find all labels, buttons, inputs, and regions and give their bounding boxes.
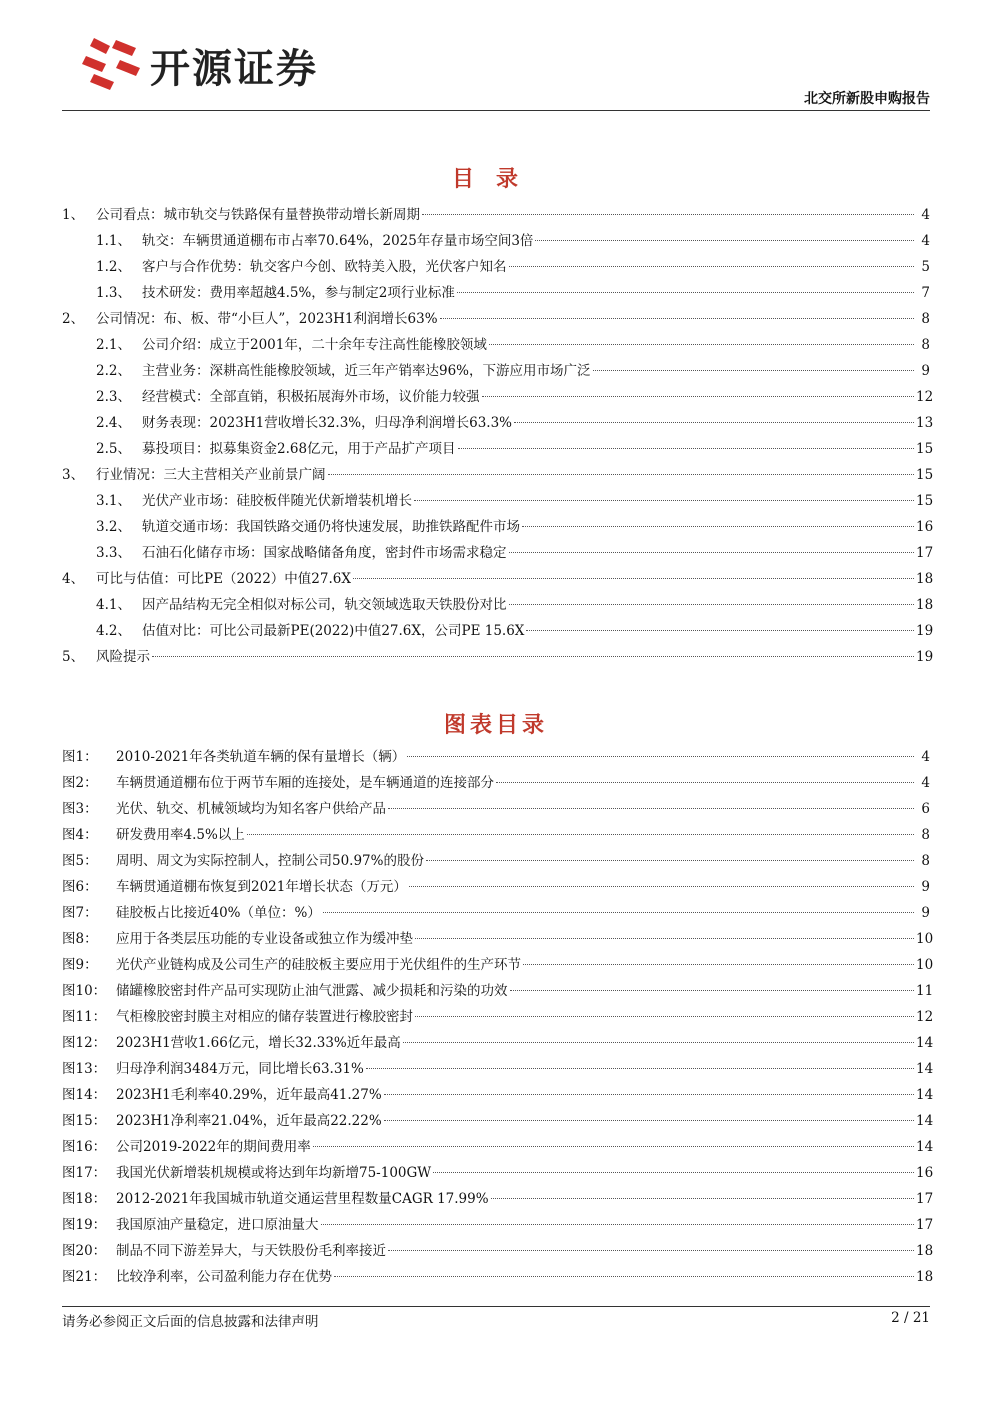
- figure-entry[interactable]: [62, 1108, 934, 1134]
- entry-page: 15: [916, 467, 934, 483]
- entry-page: 17: [916, 545, 934, 561]
- leader-dots: [526, 630, 914, 631]
- entry-page: 14: [916, 1035, 934, 1051]
- leader-dots: [403, 1042, 914, 1043]
- entry-text: 归母净利润3484万元，同比增长63.31%: [116, 1061, 364, 1077]
- entry-page: 14: [916, 1087, 934, 1103]
- entry-text: 我国原油产量稳定，进口原油量大: [116, 1217, 319, 1233]
- entry-page: 10: [916, 957, 934, 973]
- entry-number: 图11：: [62, 1009, 107, 1025]
- leader-dots: [510, 990, 915, 991]
- entry-page: 9: [921, 879, 930, 895]
- entry-text: 风险提示: [96, 649, 150, 665]
- leader-dots: [353, 578, 914, 579]
- entry-number: 2、: [62, 311, 85, 327]
- toc-entry[interactable]: [62, 488, 934, 514]
- leader-dots: [457, 292, 914, 293]
- entry-number: 图14：: [62, 1087, 107, 1103]
- entry-text: 比较净利率，公司盈利能力存在优势: [116, 1269, 332, 1285]
- entry-page: 4: [921, 207, 930, 223]
- toc-entry[interactable]: [62, 306, 930, 332]
- leader-dots: [433, 1172, 914, 1173]
- entry-page: 8: [921, 337, 930, 353]
- entry-text: 公司看点：城市轨交与铁路保有量替换带动增长新周期: [96, 207, 420, 223]
- entry-page: 4: [921, 749, 930, 765]
- entry-page: 18: [916, 571, 934, 587]
- entry-number: 1.3、: [96, 285, 131, 301]
- leader-dots: [328, 474, 915, 475]
- entry-number: 1.1、: [96, 233, 131, 249]
- figure-entry[interactable]: [62, 1238, 934, 1264]
- figure-entry[interactable]: [62, 1212, 934, 1238]
- toc-entry[interactable]: [62, 384, 934, 410]
- entry-text: 公司情况：布、板、带“小巨人”，2023H1利润增长63%: [96, 311, 438, 327]
- entry-page: 12: [916, 389, 934, 405]
- leader-dots: [489, 344, 914, 345]
- entry-page: 11: [916, 983, 934, 999]
- entry-number: 图19：: [62, 1217, 107, 1233]
- entry-page: 18: [916, 597, 934, 613]
- figure-entry[interactable]: [62, 1082, 934, 1108]
- list-of-figures: [62, 744, 934, 1290]
- footer-divider: [62, 1306, 930, 1307]
- entry-text: 车辆贯通道棚布恢复到2021年增长状态（万元）: [116, 879, 407, 895]
- page-header: [62, 22, 930, 108]
- leader-dots: [334, 1276, 914, 1277]
- leader-dots: [414, 500, 914, 501]
- leader-dots: [415, 1016, 914, 1017]
- company-logo: [80, 32, 390, 92]
- leader-dots: [514, 422, 914, 423]
- entry-number: 图8：: [62, 931, 98, 947]
- entry-number: 2.4、: [96, 415, 131, 431]
- entry-page: 19: [916, 649, 934, 665]
- entry-page: 8: [921, 311, 930, 327]
- entry-text: 公司介绍：成立于2001年，二十余年专注高性能橡胶领域: [142, 337, 487, 353]
- entry-text: 光伏、轨交、机械领域均为知名客户供给产品: [116, 801, 386, 817]
- page-number: 2 / 21: [891, 1310, 930, 1326]
- leader-dots: [440, 318, 914, 319]
- entry-number: 图4：: [62, 827, 98, 843]
- leader-dots: [247, 834, 914, 835]
- figure-entry[interactable]: [62, 848, 930, 874]
- figure-entry[interactable]: [62, 1004, 934, 1030]
- entry-text: 主营业务：深耕高性能橡胶领域，近三年产销率达96%，下游应用市场广泛: [142, 363, 591, 379]
- entry-page: 8: [921, 827, 930, 843]
- toc-entry[interactable]: [62, 410, 934, 436]
- leader-dots: [458, 448, 914, 449]
- entry-number: 3.2、: [96, 519, 131, 535]
- figure-entry[interactable]: [62, 900, 930, 926]
- entry-number: 图17：: [62, 1165, 107, 1181]
- entry-page: 14: [916, 1061, 934, 1077]
- logo-mark-icon: [80, 32, 144, 92]
- toc-entry[interactable]: [62, 254, 930, 280]
- toc-entry[interactable]: [62, 436, 934, 462]
- logo-text: 开源证券: [150, 46, 318, 92]
- entry-text: 光伏产业市场：硅胶板伴随光伏新增装机增长: [142, 493, 412, 509]
- entry-text: 2012-2021年我国城市轨道交通运营里程数量CAGR 17.99%: [116, 1191, 489, 1207]
- toc-entry[interactable]: [62, 280, 930, 306]
- entry-text: 行业情况：三大主营相关产业前景广阔: [96, 467, 326, 483]
- entry-text: 2023H1毛利率40.29%，近年最高41.27%: [116, 1087, 382, 1103]
- toc-entry[interactable]: [62, 540, 934, 566]
- entry-number: 1、: [62, 207, 85, 223]
- entry-number: 4.1、: [96, 597, 131, 613]
- leader-dots: [593, 370, 914, 371]
- entry-number: 图1：: [62, 749, 98, 765]
- entry-page: 18: [916, 1243, 934, 1259]
- entry-page: 14: [916, 1139, 934, 1155]
- figure-entry[interactable]: [62, 1264, 934, 1290]
- entry-page: 6: [921, 801, 930, 817]
- figure-entry[interactable]: [62, 1056, 934, 1082]
- entry-number: 图7：: [62, 905, 98, 921]
- leader-dots: [384, 1120, 914, 1121]
- entry-text: 硅胶板占比接近40%（单位：%）: [116, 905, 321, 921]
- entry-number: 2.2、: [96, 363, 131, 379]
- entry-page: 18: [916, 1269, 934, 1285]
- entry-number: 2.3、: [96, 389, 131, 405]
- entry-text: 轨交：车辆贯通道棚布市占率70.64%，2025年存量市场空间3倍: [142, 233, 534, 249]
- leader-dots: [321, 1224, 915, 1225]
- entry-number: 图20：: [62, 1243, 107, 1259]
- entry-text: 我国光伏新增装机规模或将达到年均新增75-100GW: [116, 1165, 432, 1181]
- leader-dots: [509, 266, 915, 267]
- toc-entry[interactable]: [62, 592, 934, 618]
- toc-entry[interactable]: [62, 514, 934, 540]
- figure-entry[interactable]: [62, 978, 934, 1004]
- leader-dots: [496, 782, 914, 783]
- entry-text: 2023H1营收1.66亿元，增长32.33%近年最高: [116, 1035, 401, 1051]
- header-divider: [62, 110, 930, 111]
- toc-entry[interactable]: [62, 228, 930, 254]
- leader-dots: [407, 756, 914, 757]
- leader-dots: [323, 912, 914, 913]
- leader-dots: [482, 396, 915, 397]
- figure-entry[interactable]: [62, 926, 934, 952]
- entry-page: 9: [921, 905, 930, 921]
- entry-page: 17: [916, 1191, 934, 1207]
- entry-number: 3.1、: [96, 493, 131, 509]
- entry-page: 9: [921, 363, 930, 379]
- entry-text: 气柜橡胶密封膜主对相应的储存装置进行橡胶密封: [116, 1009, 413, 1025]
- leader-dots: [388, 808, 914, 809]
- entry-text: 2010-2021年各类轨道车辆的保有量增长（辆）: [116, 749, 406, 765]
- entry-text: 公司2019-2022年的期间费用率: [116, 1139, 311, 1155]
- leader-dots: [509, 604, 915, 605]
- entry-text: 储罐橡胶密封件产品可实现防止油气泄露、减少损耗和污染的功效: [116, 983, 508, 999]
- entry-number: 图13：: [62, 1061, 107, 1077]
- leader-dots: [388, 1250, 914, 1251]
- entry-page: 16: [916, 519, 934, 535]
- entry-number: 3.3、: [96, 545, 131, 561]
- entry-page: 10: [916, 931, 934, 947]
- entry-number: 图18：: [62, 1191, 107, 1207]
- entry-text: 因产品结构无完全相似对标公司，轨交领域选取天铁股份对比: [142, 597, 507, 613]
- toc-entry[interactable]: [62, 202, 930, 228]
- entry-page: 5: [921, 259, 930, 275]
- entry-text: 光伏产业链构成及公司生产的硅胶板主要应用于光伏组件的生产环节: [116, 957, 521, 973]
- leader-dots: [522, 526, 914, 527]
- entry-number: 4、: [62, 571, 85, 587]
- toc-entry[interactable]: [62, 462, 934, 488]
- entry-text: 石油石化储存市场：国家战略储备角度，密封件市场需求稳定: [142, 545, 507, 561]
- entry-text: 车辆贯通道棚布位于两节车厢的连接处，是车辆通道的连接部分: [116, 775, 494, 791]
- entry-page: 8: [921, 853, 930, 869]
- toc-title: 目录: [451, 167, 540, 192]
- entry-number: 4.2、: [96, 623, 131, 639]
- leader-dots: [523, 964, 914, 965]
- entry-page: 15: [916, 493, 934, 509]
- entry-number: 3、: [62, 467, 85, 483]
- entry-number: 2.5、: [96, 441, 131, 457]
- entry-text: 募投项目：拟募集资金2.68亿元，用于产品扩产项目: [142, 441, 456, 457]
- entry-number: 图16：: [62, 1139, 107, 1155]
- entry-text: 应用于各类层压功能的专业设备或独立作为缓冲垫: [116, 931, 413, 947]
- toc-entry[interactable]: [62, 618, 934, 644]
- leader-dots: [152, 656, 914, 657]
- leader-dots: [384, 1094, 914, 1095]
- entry-page: 14: [916, 1113, 934, 1129]
- figure-entry[interactable]: [62, 1186, 934, 1212]
- entry-number: 1.2、: [96, 259, 131, 275]
- entry-number: 图21：: [62, 1269, 107, 1285]
- entry-number: 图9：: [62, 957, 98, 973]
- entry-text: 客户与合作优势：轨交客户今创、欧特美入股，光伏客户知名: [142, 259, 507, 275]
- leader-dots: [422, 214, 914, 215]
- entry-number: 图10：: [62, 983, 107, 999]
- entry-page: 15: [916, 441, 934, 457]
- toc-entry[interactable]: [62, 566, 934, 592]
- table-of-contents: [62, 202, 934, 670]
- entry-text: 轨道交通市场：我国铁路交通仍将快速发展，助推铁路配件市场: [142, 519, 520, 535]
- entry-text: 可比与估值：可比PE（2022）中值27.6X: [96, 571, 351, 587]
- entry-text: 经营模式：全部直销，积极拓展海外市场，议价能力较强: [142, 389, 480, 405]
- list-of-figures-title: 图表目录: [443, 713, 548, 738]
- figure-entry[interactable]: [62, 952, 934, 978]
- entry-page: 7: [921, 285, 930, 301]
- leader-dots: [535, 240, 914, 241]
- toc-entry[interactable]: [62, 644, 934, 670]
- entry-number: 图2：: [62, 775, 98, 791]
- entry-number: 图6：: [62, 879, 98, 895]
- entry-text: 研发费用率4.5%以上: [116, 827, 245, 843]
- entry-number: 5、: [62, 649, 85, 665]
- entry-page: 12: [916, 1009, 934, 1025]
- figure-entry[interactable]: [62, 744, 930, 770]
- figure-entry[interactable]: [62, 822, 930, 848]
- entry-text: 制品不同下游差异大，与天铁股份毛利率接近: [116, 1243, 386, 1259]
- figure-entry[interactable]: [62, 1160, 934, 1186]
- entry-page: 16: [916, 1165, 934, 1181]
- entry-number: 2.1、: [96, 337, 131, 353]
- leader-dots: [313, 1146, 914, 1147]
- leader-dots: [366, 1068, 914, 1069]
- figure-entry[interactable]: [62, 770, 930, 796]
- entry-text: 技术研发：费用率超越4.5%，参与制定2项行业标准: [142, 285, 455, 301]
- entry-number: 图3：: [62, 801, 98, 817]
- entry-text: 周明、周文为实际控制人，控制公司50.97%的股份: [116, 853, 424, 869]
- leader-dots: [491, 1198, 914, 1199]
- entry-number: 图15：: [62, 1113, 107, 1129]
- entry-page: 13: [916, 415, 934, 431]
- leader-dots: [426, 860, 914, 861]
- entry-page: 17: [916, 1217, 934, 1233]
- entry-number: 图5：: [62, 853, 98, 869]
- entry-number: 图12：: [62, 1035, 107, 1051]
- leader-dots: [509, 552, 915, 553]
- entry-text: 估值对比：可比公司最新PE(2022)中值27.6X，公司PE 15.6X: [142, 623, 525, 639]
- figure-entry[interactable]: [62, 796, 930, 822]
- figure-entry[interactable]: [62, 874, 930, 900]
- leader-dots: [409, 886, 914, 887]
- entry-page: 4: [921, 233, 930, 249]
- entry-text: 财务表现：2023H1营收增长32.3%，归母净利润增长63.3%: [142, 415, 512, 431]
- toc-entry[interactable]: [62, 358, 930, 384]
- figure-entry[interactable]: [62, 1134, 934, 1160]
- report-type: 北交所新股申购报告: [804, 91, 930, 107]
- footer-disclaimer: 请务必参阅正文后面的信息披露和法律声明: [62, 1314, 319, 1330]
- leader-dots: [415, 938, 914, 939]
- entry-page: 4: [921, 775, 930, 791]
- figure-entry[interactable]: [62, 1030, 934, 1056]
- entry-text: 2023H1净利率21.04%，近年最高22.22%: [116, 1113, 382, 1129]
- entry-page: 19: [916, 623, 934, 639]
- toc-entry[interactable]: [62, 332, 930, 358]
